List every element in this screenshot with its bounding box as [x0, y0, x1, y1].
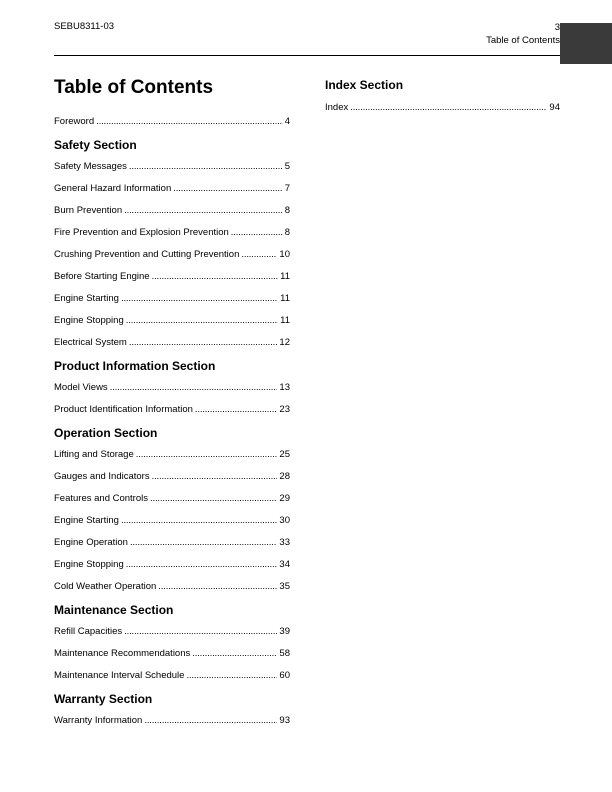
section-heading-product-information: Product Information Section [54, 359, 216, 373]
page-number: 3 [554, 22, 560, 33]
dot-leader [96, 116, 283, 128]
toc-entry[interactable] [54, 715, 290, 727]
toc-entry-label: Cold Weather Operation [54, 581, 157, 592]
toc-entry-label: Engine Starting [54, 515, 119, 526]
toc-entry-page: 11 [280, 293, 290, 304]
toc-entry[interactable] [54, 404, 290, 416]
dot-leader [186, 670, 277, 682]
dot-leader [144, 715, 277, 727]
toc-entry-page: 35 [279, 581, 290, 592]
dot-leader [124, 205, 283, 217]
toc-entry-page: 11 [280, 315, 290, 326]
dot-leader [192, 648, 277, 660]
toc-entry[interactable] [54, 471, 290, 483]
toc-entry-label: Before Starting Engine [54, 271, 150, 282]
toc-entry-label: Warranty Information [54, 715, 143, 726]
toc-entry-page: 12 [279, 337, 290, 348]
page-header-right [486, 21, 560, 47]
toc-entry[interactable] [54, 670, 290, 682]
toc-entry-page: 94 [549, 102, 560, 113]
section-heading-index: Index Section [325, 78, 404, 92]
toc-entry-page: 8 [284, 205, 290, 216]
toc-entry-foreword[interactable] [54, 116, 290, 128]
header-divider [54, 55, 560, 56]
dot-leader [136, 449, 278, 461]
toc-entry-page: 5 [284, 161, 290, 172]
toc-entry-page: 33 [279, 537, 290, 548]
toc-entry[interactable] [54, 337, 290, 349]
dot-leader [121, 293, 278, 305]
toc-entry[interactable] [54, 493, 290, 505]
section-heading-maintenance: Maintenance Section [54, 603, 174, 617]
dot-leader [126, 315, 278, 327]
toc-entry-label: Foreword [54, 116, 95, 127]
chapter-tab-marker [560, 23, 612, 64]
toc-entry[interactable] [54, 227, 290, 239]
dot-leader [124, 626, 277, 638]
toc-entry-label: Engine Starting [54, 293, 119, 304]
toc-entry-page: 13 [279, 382, 290, 393]
toc-entry[interactable] [54, 626, 290, 638]
section-heading-warranty: Warranty Section [54, 692, 153, 706]
toc-entry-label: Gauges and Indicators [54, 471, 150, 482]
toc-entry-page: 4 [284, 116, 290, 127]
dot-leader [152, 271, 279, 283]
toc-entry[interactable] [54, 382, 290, 394]
toc-entry[interactable] [54, 161, 290, 173]
toc-entry[interactable] [54, 249, 290, 261]
toc-entry-page: 11 [280, 271, 290, 282]
toc-entry[interactable] [54, 559, 290, 571]
running-title: Table of Contents [486, 35, 560, 46]
dot-leader [150, 493, 277, 505]
toc-entry-page: 7 [284, 183, 290, 194]
toc-entry-page: 39 [279, 626, 290, 637]
toc-left-column [54, 76, 290, 727]
dot-leader [126, 559, 278, 571]
toc-entry-label: Burn Prevention [54, 205, 123, 216]
dot-leader [110, 382, 278, 394]
toc-entry[interactable] [54, 537, 290, 549]
dot-leader [129, 161, 283, 173]
toc-entry[interactable] [54, 183, 290, 195]
section-heading-operation: Operation Section [54, 426, 158, 440]
toc-entry-label: Index [325, 102, 349, 113]
toc-entry-page: 8 [284, 227, 290, 238]
toc-entry-label: Engine Stopping [54, 315, 124, 326]
toc-entry-label: Fire Prevention and Explosion Prevention [54, 227, 229, 238]
toc-entry-label: Crushing Prevention and Cutting Prevention [54, 249, 240, 260]
document-id: SEBU8311-03 [54, 21, 115, 32]
toc-entry-label: Features and Controls [54, 493, 148, 504]
dot-leader [241, 249, 277, 261]
toc-entry-label: Model Views [54, 382, 108, 393]
toc-right-column [325, 78, 560, 114]
toc-entry-label: Safety Messages [54, 161, 127, 172]
toc-entry[interactable] [54, 293, 290, 305]
toc-entry-page: 58 [279, 648, 290, 659]
toc-entry[interactable] [54, 449, 290, 461]
toc-entry-label: Maintenance Interval Schedule [54, 670, 185, 681]
toc-entry-label: Lifting and Storage [54, 449, 134, 460]
toc-entry-label: General Hazard Information [54, 183, 172, 194]
toc-entry-page: 10 [279, 249, 290, 260]
toc-entry[interactable] [54, 271, 290, 283]
toc-entry-page: 34 [279, 559, 290, 570]
toc-entry[interactable] [54, 205, 290, 217]
page-title: Table of Contents [54, 77, 214, 98]
toc-entry[interactable] [54, 315, 290, 327]
toc-entry-label: Engine Stopping [54, 559, 124, 570]
section-heading-safety: Safety Section [54, 138, 137, 152]
dot-leader [231, 227, 283, 239]
dot-leader [129, 337, 278, 349]
toc-entry-index[interactable] [325, 102, 560, 114]
toc-entry-page: 25 [279, 449, 290, 460]
toc-entry-label: Engine Operation [54, 537, 128, 548]
toc-entry[interactable] [54, 648, 290, 660]
toc-entry-page: 29 [279, 493, 290, 504]
toc-entry-page: 60 [279, 670, 290, 681]
toc-entry-label: Electrical System [54, 337, 127, 348]
toc-entry-page: 93 [279, 715, 290, 726]
dot-leader [173, 183, 282, 195]
dot-leader [158, 581, 277, 593]
toc-entry-page: 28 [279, 471, 290, 482]
toc-entry[interactable] [54, 581, 290, 593]
dot-leader [121, 515, 277, 527]
toc-entry-label: Maintenance Recommendations [54, 648, 191, 659]
dot-leader [152, 471, 278, 483]
toc-entry[interactable] [54, 515, 290, 527]
toc-entry-label: Refill Capacities [54, 626, 123, 637]
dot-leader [350, 102, 547, 114]
toc-entry-page: 23 [279, 404, 290, 415]
dot-leader [195, 404, 278, 416]
toc-entry-page: 30 [279, 515, 290, 526]
toc-entry-label: Product Identification Information [54, 404, 193, 415]
dot-leader [130, 537, 277, 549]
